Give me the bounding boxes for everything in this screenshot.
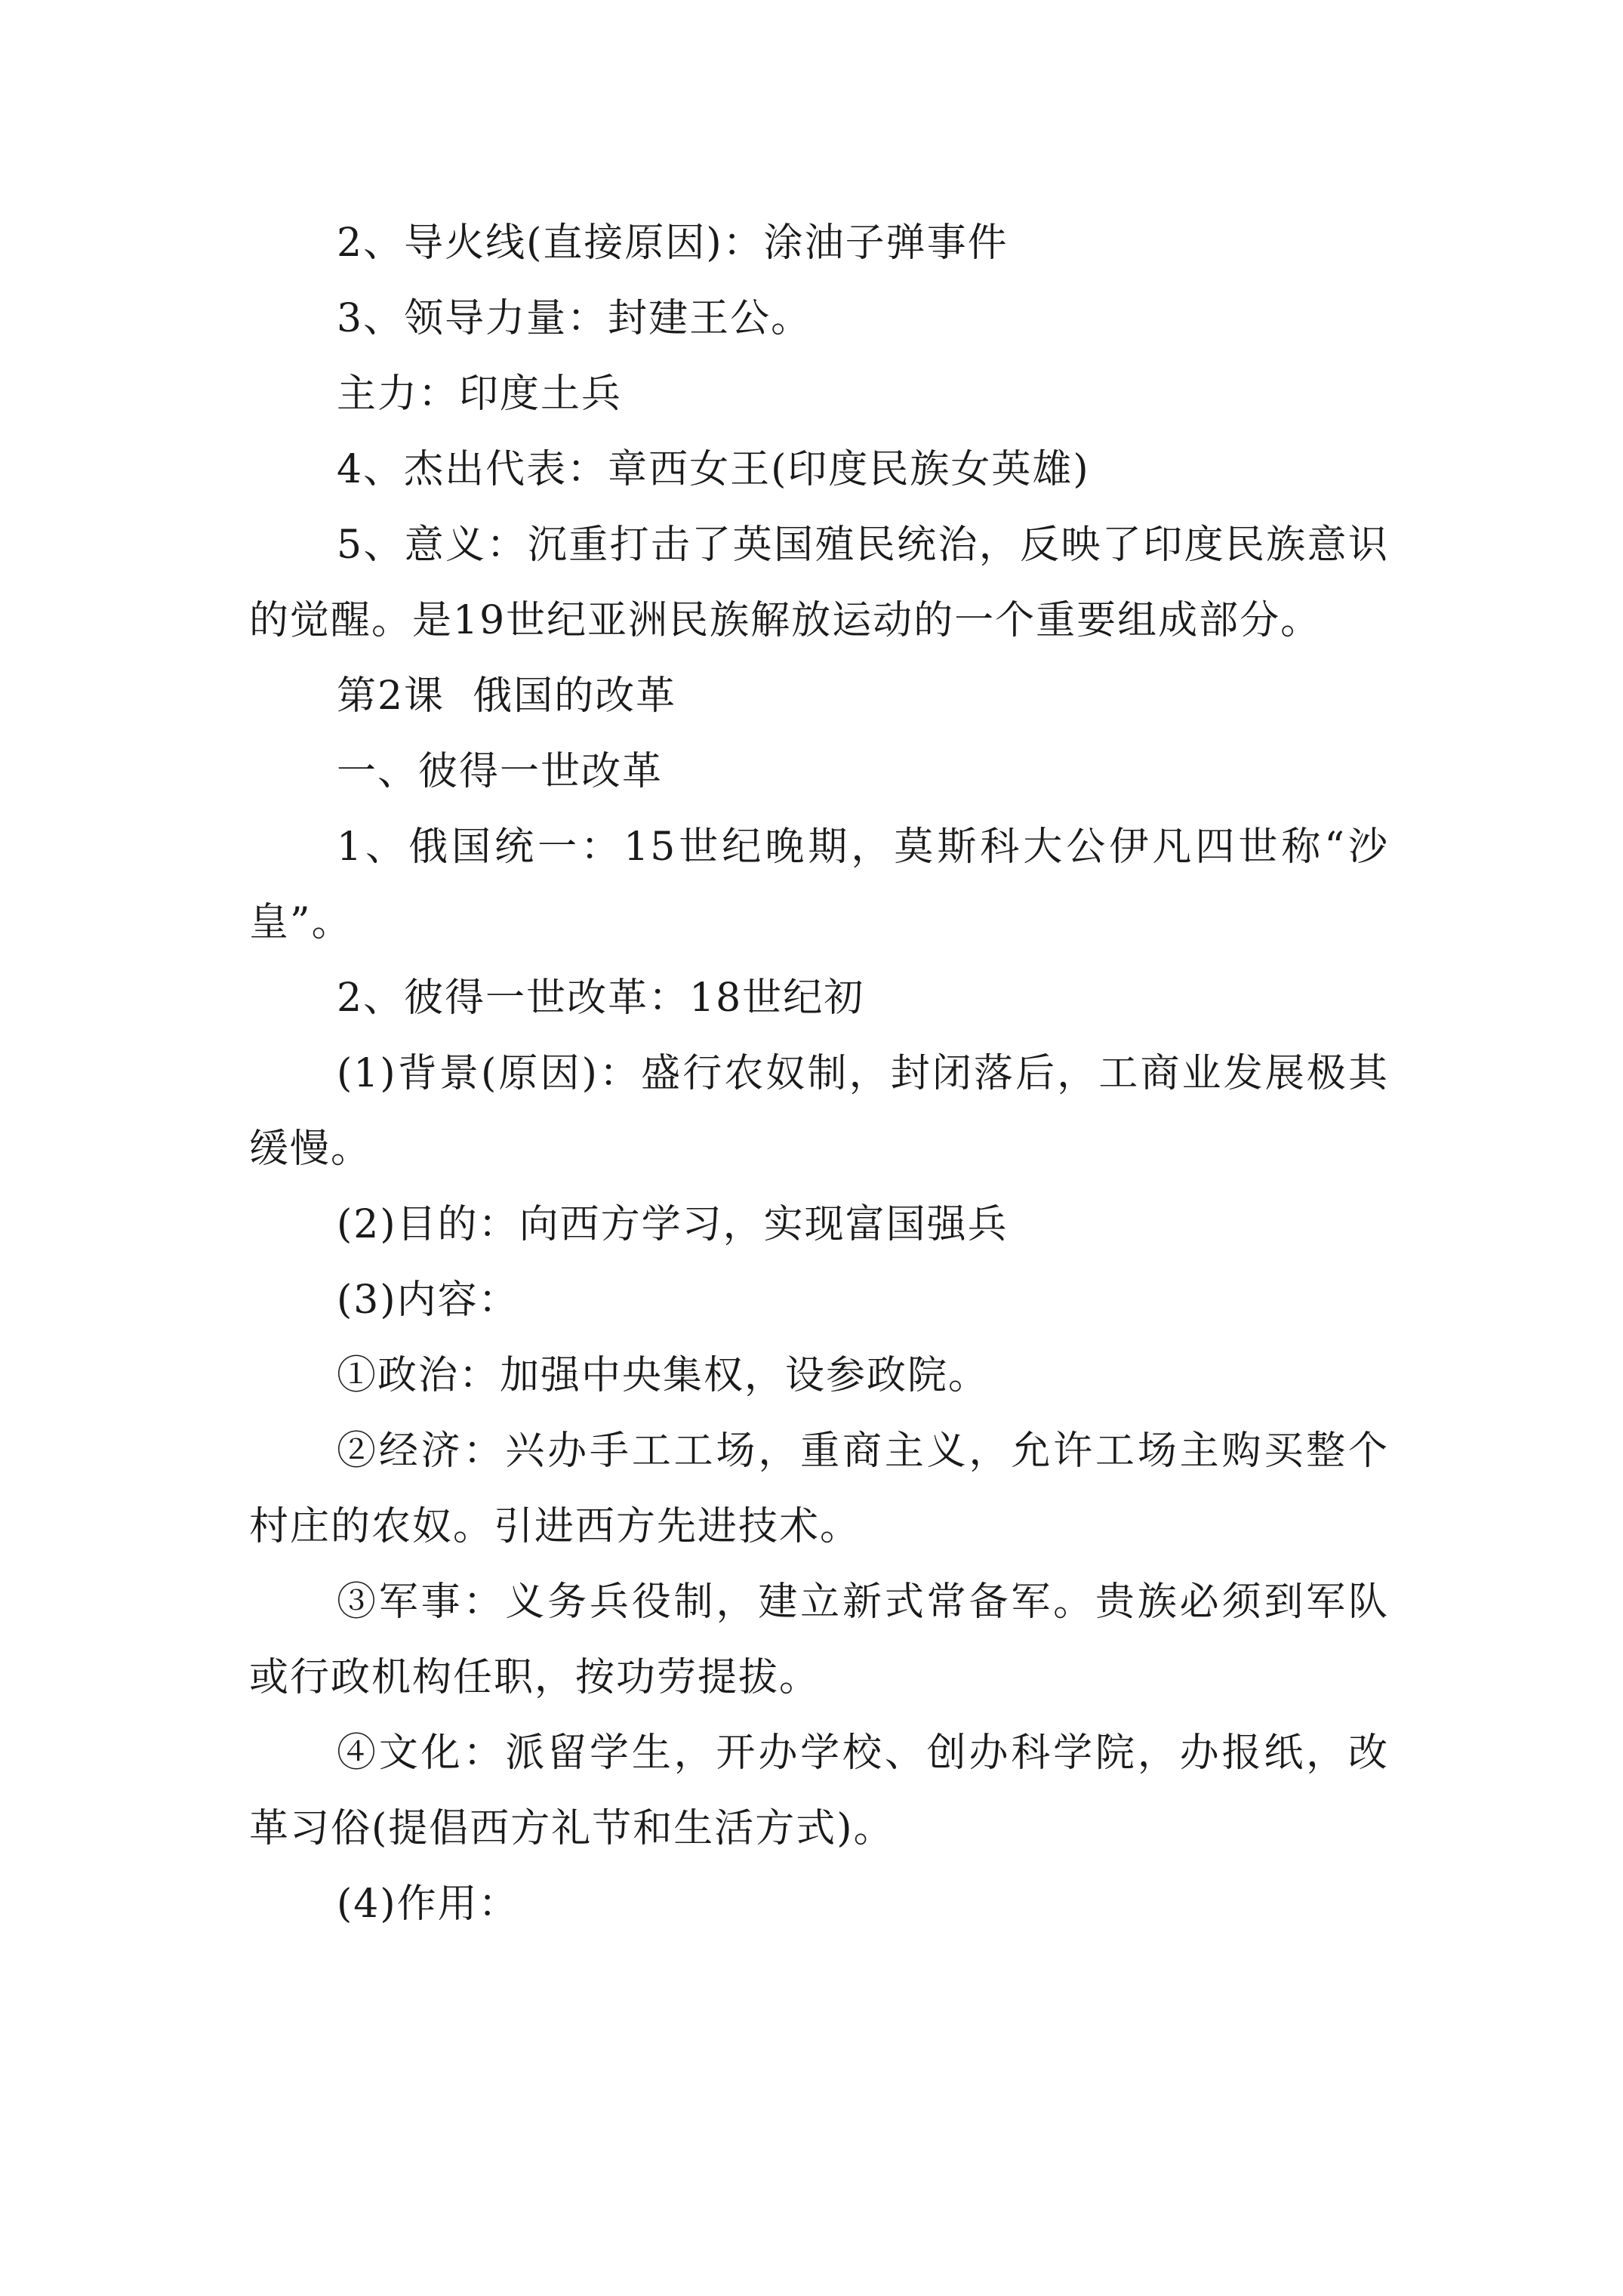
paragraph-economy: ②经济：兴办手工工场，重商主义，允许工场主购买整个村庄的农奴。引进西方先进技术。 <box>249 1428 1389 1549</box>
paragraph-culture: ④文化：派留学生，开办学校、创办科学院，办报纸，改革习俗(提倡西方礼节和生活方式)。 <box>249 1730 1389 1851</box>
paragraph-politics: ①政治：加强中央集权，设参政院。 <box>337 1353 990 1398</box>
paragraph-significance: 5、意义：沉重打击了英国殖民统治，反映了印度民族意识的觉醒。是19世纪亚洲民族解放运动的一个重要组成部分。 <box>249 522 1389 643</box>
paragraph-representative: 4、杰出代表：章西女王(印度民族女英雄) <box>337 447 1090 492</box>
paragraph-main-force: 主力：印度土兵 <box>337 371 623 417</box>
paragraph-purpose: (2)目的：向西方学习，实现富国强兵 <box>337 1202 1009 1247</box>
paragraph-content-heading: (3)内容： <box>337 1277 519 1323</box>
lesson-title: 第2课 俄国的改革 <box>337 673 677 719</box>
paragraph-effect: (4)作用： <box>337 1881 519 1927</box>
paragraph-fuse: 2、导火线(直接原因)：涂油子弹事件 <box>337 220 1009 266</box>
paragraph-leadership: 3、领导力量：封建王公。 <box>337 296 812 341</box>
paragraph-peter-reform: 2、彼得一世改革：18世纪初 <box>337 975 865 1021</box>
document-body <box>249 205 1389 1942</box>
section-heading: 一、彼得一世改革 <box>337 749 664 794</box>
paragraph-military: ③军事：义务兵役制，建立新式常备军。贵族必须到军队或行政机构任职，按功劳提拔。 <box>249 1579 1389 1700</box>
paragraph-background: (1)背景(原因)：盛行农奴制，封闭落后，工商业发展极其缓慢。 <box>249 1051 1389 1172</box>
paragraph-russia-unification: 1、俄国统一：15世纪晚期，莫斯科大公伊凡四世称“沙皇”。 <box>249 824 1389 945</box>
